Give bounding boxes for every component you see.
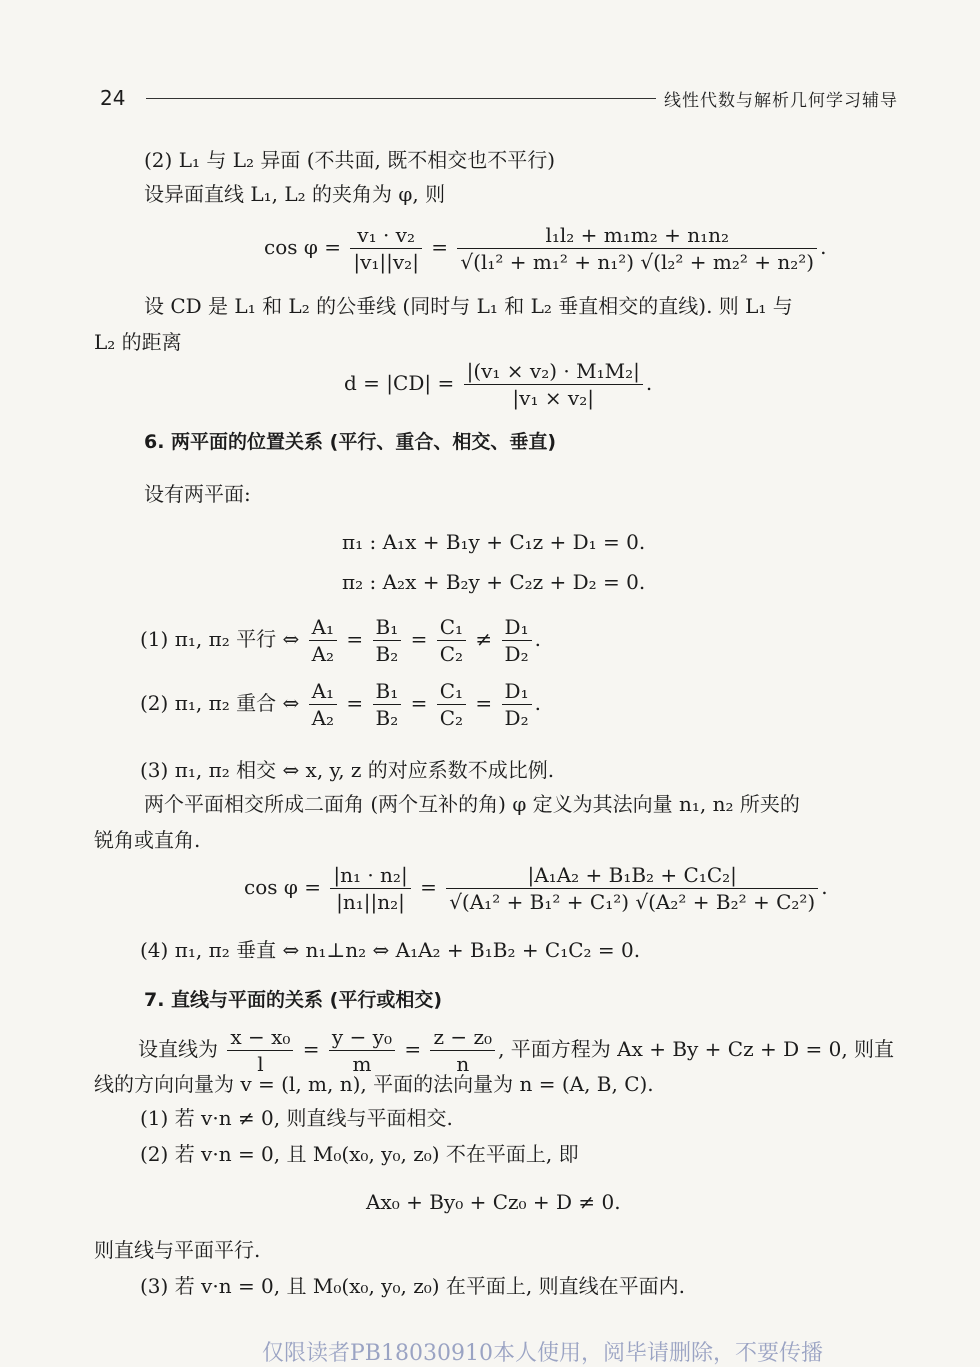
watermark-note: 仅限读者PB18030910本人使用，阅毕请删除，不要传播 bbox=[262, 1341, 823, 1366]
text-line: 设有两平面: bbox=[144, 482, 251, 506]
equation-cos-lines: cos φ = $\frac{\text{v₁ · v₂}}{\text{|v₁||v₂|}}$ = $\frac{\text{l₁l₂ + m₁m₂ + n₁n₂}}{\text{√(l₁² + m₁² + n₁²) √(l₂² + m₂² + n₂²)}}$ . bbox=[264, 223, 827, 274]
fraction: $\frac{\text{B₁}}{\text{B₂}}$ bbox=[373, 614, 402, 667]
equation-plane-2: π₂ : A₂x + B₂y + C₂z + D₂ = 0. bbox=[342, 570, 646, 594]
text-line: 则直线与平面平行. bbox=[94, 1238, 261, 1262]
fraction: $\frac{\text{y − y₀}}{m}$ bbox=[329, 1024, 395, 1077]
header-rule bbox=[146, 98, 656, 99]
fraction: $\frac{\text{v₁ · v₂}}{\text{|v₁||v₂|}}$ bbox=[350, 222, 422, 275]
text-line: (2) L₁ 与 L₂ 异面 (不共面, 既不相交也不平行) bbox=[144, 148, 556, 172]
text-line: (4) π₁, π₂ 垂直 ⇔ n₁⊥n₂ ⇔ A₁A₂ + B₁B₂ + C₁C₂ = 0. bbox=[140, 938, 641, 962]
text-line: 设异面直线 L₁, L₂ 的夹角为 φ, 则 bbox=[144, 182, 446, 206]
page-number: 24 bbox=[100, 86, 126, 110]
text-line: 两个平面相交所成二面角 (两个互补的角) φ 定义为其法向量 n₁, n₂ 所夹的 bbox=[144, 792, 800, 816]
text-line: (3) 若 v·n = 0, 且 M₀(x₀, y₀, z₀) 在平面上, 则直线在平面内. bbox=[140, 1274, 685, 1298]
fraction: $\frac{\text{C₁}}{\text{C₂}}$ bbox=[437, 614, 466, 667]
equation-not-on-plane: Ax₀ + By₀ + Cz₀ + D ≠ 0. bbox=[366, 1190, 621, 1214]
equation-plane-1: π₁ : A₁x + B₁y + C₁z + D₁ = 0. bbox=[342, 530, 646, 554]
fraction: $\frac{\text{C₁}}{\text{C₂}}$ bbox=[437, 678, 466, 731]
section-heading: 7. 直线与平面的关系 (平行或相交) bbox=[144, 989, 443, 1011]
fraction: $\frac{\text{|n₁ · n₂|}}{\text{|n₁||n₂|}}$ bbox=[330, 862, 410, 915]
text-line: (2) 若 v·n = 0, 且 M₀(x₀, y₀, z₀) 不在平面上, 即 bbox=[140, 1142, 579, 1166]
equation-line: 设直线为 $\frac{\text{x − x₀}}{l}$ = $\frac{\text{y − y₀}}{m}$ = $\frac{\text{z − z₀}}{n}$ , 平面方程为 Ax + By + Cz + D = 0, 则直 bbox=[138, 1025, 895, 1076]
fraction: $\frac{\text{D₁}}{\text{D₂}}$ bbox=[502, 678, 532, 731]
equation-cos-planes: cos φ = $\frac{\text{|n₁ · n₂|}}{\text{|n₁||n₂|}}$ = $\frac{\text{|A₁A₂ + B₁B₂ + C₁C₂|}}{\text{√(A₁² + B₁² + C₁²) √(A₂² + B₂² + C₂²)}}$ . bbox=[244, 863, 828, 914]
fraction: $\frac{\text{|A₁A₂ + B₁B₂ + C₁C₂|}}{\text{√(A₁² + B₁² + C₁²) √(A₂² + B₂² + C₂²)}}$ bbox=[446, 862, 818, 915]
text-line: 锐角或直角. bbox=[94, 828, 201, 852]
equation-coincide: (2) π₁, π₂ 重合 ⇔ $\frac{\text{A₁}}{\text{A₂}}$ = $\frac{\text{B₁}}{\text{B₂}}$ = $\frac{\text{C₁}}{\text{C₂}}$ = $\frac{\text{D₁}}{\text{D₂}}$ . bbox=[140, 679, 541, 730]
fraction: $\frac{\text{l₁l₂ + m₁m₂ + n₁n₂}}{\text{√(l₁² + m₁² + n₁²) √(l₂² + m₂² + n₂²)}}$ bbox=[457, 222, 817, 275]
fraction: $\frac{\text{x − x₀}}{l}$ bbox=[227, 1024, 293, 1077]
text-line: 设 CD 是 L₁ 和 L₂ 的公垂线 (同时与 L₁ 和 L₂ 垂直相交的直线). 则 L₁ 与 bbox=[144, 294, 793, 318]
fraction: $\frac{\text{B₁}}{\text{B₂}}$ bbox=[373, 678, 402, 731]
text-line: (1) 若 v·n ≠ 0, 则直线与平面相交. bbox=[140, 1106, 453, 1130]
section-heading: 6. 两平面的位置关系 (平行、重合、相交、垂直) bbox=[144, 431, 557, 453]
text-line: (3) π₁, π₂ 相交 ⇔ x, y, z 的对应系数不成比例. bbox=[140, 758, 555, 782]
fraction: $\frac{\text{z − z₀}}{n}$ bbox=[430, 1024, 495, 1077]
running-header bbox=[100, 84, 898, 116]
book-title: 线性代数与解析几何学习辅导 bbox=[664, 91, 898, 111]
fraction: $\frac{\text{A₁}}{\text{A₂}}$ bbox=[309, 614, 337, 667]
equation-distance: d = |CD| = $\frac{\text{|(v₁ × v₂) · M₁M₂|}}{\text{|v₁ × v₂|}}$ . bbox=[344, 359, 653, 410]
fraction: $\frac{\text{|(v₁ × v₂) · M₁M₂|}}{\text{|v₁ × v₂|}}$ bbox=[464, 358, 643, 411]
fraction: $\frac{\text{A₁}}{\text{A₂}}$ bbox=[309, 678, 337, 731]
equation-parallel: (1) π₁, π₂ 平行 ⇔ $\frac{\text{A₁}}{\text{A₂}}$ = $\frac{\text{B₁}}{\text{B₂}}$ = $\frac{\text{C₁}}{\text{C₂}}$ ≠ $\frac{\text{D₁}}{\text{D₂}}$ . bbox=[140, 615, 541, 666]
text-line: 线的方向向量为 v = (l, m, n), 平面的法向量为 n = (A, B, C). bbox=[94, 1072, 654, 1096]
text-line: L₂ 的距离 bbox=[94, 330, 182, 354]
fraction: $\frac{\text{D₁}}{\text{D₂}}$ bbox=[502, 614, 532, 667]
